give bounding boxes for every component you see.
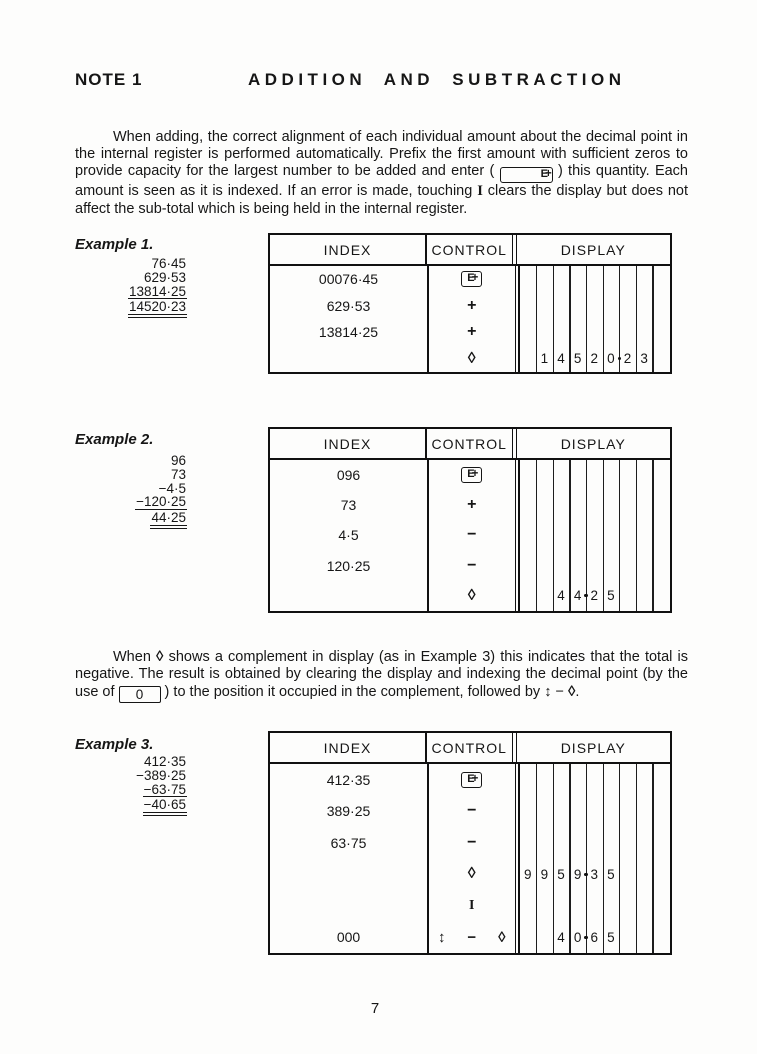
display-digit: 0 [573, 929, 582, 945]
example-1-table [268, 233, 672, 374]
control-symbol [429, 520, 515, 550]
control-symbol [429, 890, 515, 922]
text-run: − [551, 684, 568, 701]
control-column-header: CONTROL [427, 429, 513, 458]
display-digit: 4 [557, 351, 565, 367]
page-number: 7 [370, 1000, 380, 1017]
display-digit: 1 [540, 351, 549, 367]
table-header-row [270, 429, 670, 460]
display-digit: 9 [573, 866, 582, 882]
plus-icon: + [467, 323, 477, 341]
display-digit: 5 [607, 588, 615, 604]
control-symbol [429, 266, 515, 293]
table-row [270, 581, 670, 611]
display-digit: 0 [607, 351, 615, 367]
table-row [270, 890, 670, 922]
complement-note-paragraph [75, 648, 688, 704]
example-2-sum [75, 454, 187, 526]
example-3-label: Example 3. [75, 736, 154, 753]
control-symbol [429, 922, 515, 954]
sum-value: 629·53 [143, 269, 186, 285]
clear-key-symbol: I [469, 897, 475, 913]
sum-value: 73 [170, 466, 186, 482]
decimal-point-dot [584, 873, 587, 876]
table-body [270, 266, 670, 372]
table-header-row [270, 235, 670, 266]
enter-key-plus: + [471, 272, 477, 285]
control-symbol [429, 581, 515, 611]
display-digit: 9 [540, 866, 549, 882]
enter-key-icon [461, 772, 482, 788]
minus-icon: − [467, 556, 477, 574]
enter-key-plus: + [471, 772, 477, 785]
index-value: 412·35 [326, 771, 371, 788]
diamond-icon: ◊ [467, 865, 476, 883]
display-digit: 3 [640, 351, 648, 367]
enter-key-letter: E [467, 468, 473, 481]
example-1-label: Example 1. [75, 236, 154, 253]
index-column-header: INDEX [270, 429, 427, 458]
table-body [270, 460, 670, 611]
diamond-icon: ◊ [498, 928, 506, 946]
control-symbol [429, 490, 515, 520]
sum-value: −63·75 [143, 781, 186, 797]
sum-value: 96 [170, 453, 186, 468]
sum-value: 412·35 [143, 754, 186, 769]
table-row [270, 293, 670, 320]
table-row [270, 460, 670, 490]
display-column-header: DISPLAY [516, 429, 671, 458]
enter-key-plus: + [471, 468, 477, 481]
index-value: 73 [340, 497, 357, 514]
index-value: 120·25 [326, 557, 371, 574]
diamond-icon: ◊ [567, 683, 576, 701]
table-row [270, 520, 670, 550]
zero-key-icon: 0 [119, 686, 161, 703]
plus-icon: + [467, 496, 477, 514]
control-symbol [429, 293, 515, 320]
sum-value: 44·25 [151, 510, 186, 526]
text-run: When [113, 648, 157, 665]
table-row [270, 922, 670, 954]
example-2-table [268, 427, 672, 613]
table-header-row [270, 733, 670, 764]
text-run: ) this quantity. Each amount is seen as it is indexed. If an error is made, touching [75, 163, 688, 200]
minus-icon: − [467, 802, 477, 820]
sum-value: 14520·23 [128, 299, 186, 315]
control-symbol [429, 827, 515, 859]
index-value: 389·25 [326, 803, 371, 820]
control-column-header: CONTROL [427, 733, 513, 762]
display-digit: 5 [607, 866, 615, 882]
display-column-header: DISPLAY [516, 235, 671, 264]
intro-paragraph [75, 129, 688, 219]
sum-value: 76·45 [151, 256, 186, 271]
control-symbol [429, 346, 515, 373]
control-symbol [429, 859, 515, 891]
table-row [270, 859, 670, 891]
display-digit: 5 [607, 929, 615, 945]
sum-value: −389·25 [136, 767, 186, 783]
plus-icon: + [467, 296, 477, 314]
display-column-header: DISPLAY [516, 733, 671, 762]
index-value: 629·53 [326, 297, 371, 314]
index-value: 00076·45 [318, 271, 379, 288]
index-column-header: INDEX [270, 235, 427, 264]
enter-key-icon [500, 167, 553, 183]
control-symbol [429, 796, 515, 828]
minus-icon: − [467, 928, 477, 946]
example-3-sum [75, 755, 187, 813]
display-digit: 5 [573, 351, 582, 367]
table-row [270, 266, 670, 293]
diamond-icon: ◊ [467, 349, 476, 367]
table-row [270, 796, 670, 828]
text-run: shows a complement in display (as in Example 3) this indicates that the total is negative. The result is obtained by clearing the display and indexing the decimal point (by the use of [75, 648, 688, 701]
display-digit: 2 [590, 588, 598, 604]
page-title: ADDITION AND SUBTRACTION [248, 70, 626, 89]
index-value: 13814·25 [318, 324, 379, 341]
example-2-label: Example 2. [75, 431, 154, 448]
index-value: 096 [336, 467, 361, 484]
table-row [270, 319, 670, 346]
display-digit: 4 [573, 588, 582, 604]
enter-key-plus: + [544, 168, 550, 181]
enter-key-icon [461, 467, 482, 483]
sum-value: 13814·25 [128, 283, 186, 299]
text-run: clears the display but does not affect the sub-total which is being held in the internal register. [75, 183, 688, 217]
updown-arrow-icon: ↕ [438, 928, 446, 946]
control-symbol [429, 460, 515, 490]
display-digit: 9 [524, 866, 532, 882]
text-run: . [575, 684, 580, 701]
index-value: 4·5 [338, 527, 359, 544]
diamond-icon: ◊ [467, 586, 476, 604]
minus-icon: − [467, 833, 477, 851]
control-symbol [429, 319, 515, 346]
sum-value: −40·65 [143, 797, 186, 813]
control-symbol [429, 551, 515, 581]
decimal-point-dot [584, 936, 587, 939]
example-3-table [268, 731, 672, 955]
index-column-header: INDEX [270, 733, 427, 762]
display-digit: 4 [557, 929, 565, 945]
table-body [270, 764, 670, 953]
table-row [270, 346, 670, 373]
minus-icon: − [467, 526, 477, 544]
display-digit: 5 [557, 866, 565, 882]
sum-value: −4·5 [158, 480, 186, 496]
display-digit: 4 [557, 588, 565, 604]
diamond-icon: ◊ [156, 647, 164, 665]
table-row [270, 827, 670, 859]
sum-value: −120·25 [136, 494, 186, 510]
index-value: 000 [336, 929, 361, 946]
text-run: ) to the position it occupied in the complement, followed by [160, 684, 545, 701]
index-value: 63·75 [330, 834, 367, 851]
updown-arrow-icon: ↕ [544, 684, 552, 701]
example-1-sum [75, 257, 187, 315]
table-row [270, 490, 670, 520]
table-row [270, 764, 670, 796]
control-symbol [429, 764, 515, 796]
enter-key-letter: E [467, 772, 473, 785]
table-row [270, 551, 670, 581]
control-column-header: CONTROL [427, 235, 513, 264]
enter-key-letter: E [467, 272, 473, 285]
note-number: NOTE 1 [75, 70, 143, 89]
display-digit: 3 [590, 866, 598, 882]
enter-key-icon [461, 271, 482, 287]
enter-key-letter: E [540, 168, 546, 181]
display-digit: 2 [590, 351, 598, 367]
display-digit: 6 [590, 929, 598, 945]
clear-key-symbol: I [477, 183, 483, 200]
display-digit: 2 [623, 351, 632, 367]
text-run: When adding, the correct alignment of each individual amount about the decimal point in the internal register is performed automatically. Prefix the first amount with sufficient zeros to provide capacity for the largest number to be added and enter ( [75, 128, 688, 180]
